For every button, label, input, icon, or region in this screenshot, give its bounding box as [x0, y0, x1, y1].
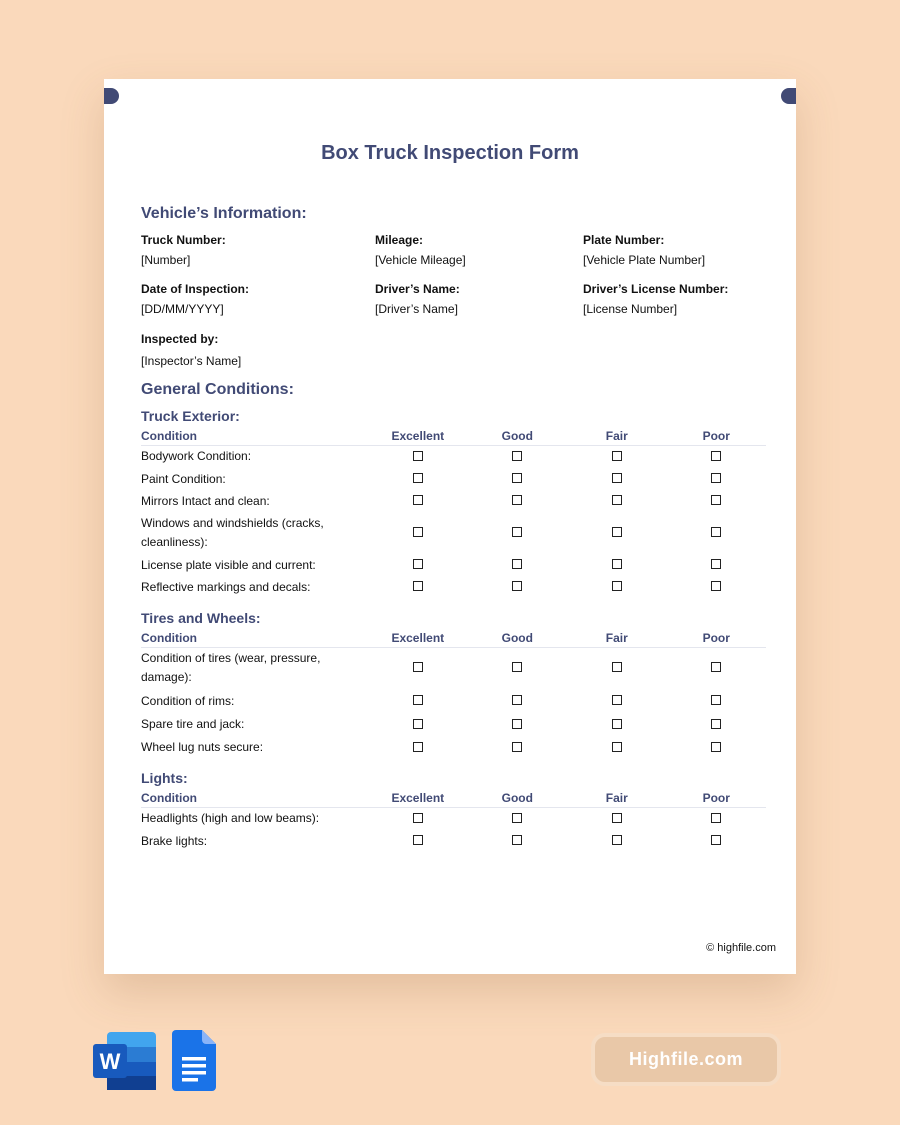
table-row [141, 490, 766, 512]
condition-label: Wheel lug nuts secure: [141, 740, 264, 754]
condition-label: Mirrors Intact and clean: [141, 493, 270, 508]
lights-heading: Lights: [141, 770, 188, 786]
field-value[interactable]: [Driver’s Name] [375, 302, 458, 316]
condition-label: Condition of rims: [141, 693, 235, 708]
excellent-checkbox[interactable] [413, 813, 423, 823]
truck-number-field [141, 233, 226, 267]
word-letter: W [99, 1049, 121, 1074]
poor-checkbox[interactable] [711, 527, 721, 537]
condition-label: Paint Condition: [141, 471, 226, 486]
header-fair: Fair [567, 789, 666, 807]
excellent-checkbox[interactable] [413, 742, 423, 752]
table-row [141, 512, 766, 554]
binder-tab-left [104, 88, 119, 104]
field-value[interactable]: [License Number] [583, 302, 678, 316]
header-good: Good [468, 629, 567, 647]
excellent-checkbox[interactable] [413, 662, 423, 672]
fair-checkbox[interactable] [612, 662, 622, 672]
google-docs-icon [172, 1030, 216, 1091]
condition-label: Windows and windshields (cracks, cleanliness): [141, 516, 324, 549]
fair-checkbox[interactable] [612, 473, 622, 483]
field-label: Driver’s License Number: [583, 282, 729, 296]
condition-label: License plate visible and current: [141, 557, 316, 572]
good-checkbox[interactable] [512, 742, 522, 752]
table-row [141, 830, 766, 852]
inspection-date-field [141, 282, 249, 316]
poor-checkbox[interactable] [711, 495, 721, 505]
good-checkbox[interactable] [512, 719, 522, 729]
good-checkbox[interactable] [512, 695, 522, 705]
header-poor: Poor [666, 789, 766, 807]
header-excellent: Excellent [368, 427, 467, 445]
table-row [141, 445, 766, 468]
fair-checkbox[interactable] [612, 495, 622, 505]
table-row [141, 468, 766, 490]
poor-checkbox[interactable] [711, 662, 721, 672]
good-checkbox[interactable] [512, 581, 522, 591]
fair-checkbox[interactable] [612, 451, 622, 461]
poor-checkbox[interactable] [711, 835, 721, 845]
poor-checkbox[interactable] [711, 742, 721, 752]
truck-exterior-heading: Truck Exterior: [141, 408, 240, 424]
poor-checkbox[interactable] [711, 695, 721, 705]
fair-checkbox[interactable] [612, 835, 622, 845]
fair-checkbox[interactable] [612, 559, 622, 569]
form-content [141, 205, 766, 852]
fair-checkbox[interactable] [612, 719, 622, 729]
field-value[interactable]: [Number] [141, 253, 191, 267]
poor-checkbox[interactable] [711, 813, 721, 823]
condition-label: Reflective markings and decals: [141, 579, 311, 594]
field-label: Inspected by: [141, 332, 219, 346]
table-header-row [141, 789, 766, 807]
header-poor: Poor [666, 629, 766, 647]
truck-exterior-table [141, 427, 766, 598]
plate-number-field [583, 233, 705, 267]
condition-label: Brake lights: [141, 833, 208, 848]
field-value[interactable]: [Inspector’s Name] [141, 354, 242, 368]
header-condition: Condition [141, 427, 368, 445]
condition-label: Condition of tires (wear, pressure, damage): [141, 651, 321, 685]
form-page [104, 79, 796, 974]
copyright-note: © highfile.com [706, 942, 776, 954]
inspected-by-field [141, 332, 241, 368]
poor-checkbox[interactable] [711, 451, 721, 461]
table-row [141, 689, 766, 713]
excellent-checkbox[interactable] [413, 527, 423, 537]
header-good: Good [468, 427, 567, 445]
excellent-checkbox[interactable] [413, 719, 423, 729]
page-title: Box Truck Inspection Form [321, 142, 579, 164]
header-condition: Condition [141, 789, 368, 807]
table-row [141, 576, 766, 598]
good-checkbox[interactable] [512, 451, 522, 461]
header-excellent: Excellent [368, 629, 467, 647]
table-row [141, 713, 766, 736]
poor-checkbox[interactable] [711, 719, 721, 729]
lights-table [141, 789, 766, 852]
poor-checkbox[interactable] [711, 581, 721, 591]
excellent-checkbox[interactable] [413, 495, 423, 505]
header-poor: Poor [666, 427, 766, 445]
fair-checkbox[interactable] [612, 813, 622, 823]
good-checkbox[interactable] [512, 662, 522, 672]
table-row [141, 736, 766, 759]
poor-checkbox[interactable] [711, 559, 721, 569]
excellent-checkbox[interactable] [413, 473, 423, 483]
vehicle-info-grid [141, 229, 766, 381]
good-checkbox[interactable] [512, 835, 522, 845]
field-value[interactable]: [Vehicle Mileage] [375, 253, 466, 267]
excellent-checkbox[interactable] [413, 695, 423, 705]
good-checkbox[interactable] [512, 495, 522, 505]
condition-label: Bodywork Condition: [141, 449, 252, 464]
good-checkbox[interactable] [512, 473, 522, 483]
license-number-field [583, 282, 728, 316]
mileage-field [375, 233, 466, 267]
table-header-row [141, 427, 766, 445]
header-condition: Condition [141, 629, 368, 647]
fair-checkbox[interactable] [612, 695, 622, 705]
condition-label: Spare tire and jack: [141, 717, 245, 731]
tires-wheels-heading: Tires and Wheels: [141, 610, 261, 626]
poor-checkbox[interactable] [711, 473, 721, 483]
fair-checkbox[interactable] [612, 742, 622, 752]
table-row [141, 807, 766, 830]
field-label: Plate Number: [583, 233, 665, 247]
header-fair: Fair [567, 427, 666, 445]
table-row [141, 647, 766, 689]
header-excellent: Excellent [368, 789, 467, 807]
excellent-checkbox[interactable] [413, 581, 423, 591]
vehicle-info-heading: Vehicle’s Information: [141, 205, 307, 222]
good-checkbox[interactable] [512, 559, 522, 569]
driver-name-field [375, 282, 460, 316]
field-label: Truck Number: [141, 233, 226, 247]
fair-checkbox[interactable] [612, 581, 622, 591]
good-checkbox[interactable] [512, 527, 522, 537]
word-icon [93, 1031, 157, 1091]
highfile-badge[interactable]: Highfile.com [591, 1033, 781, 1086]
good-checkbox[interactable] [512, 813, 522, 823]
table-header-row [141, 629, 766, 647]
field-label: Driver’s Name: [375, 282, 460, 296]
excellent-checkbox[interactable] [413, 451, 423, 461]
field-value[interactable]: [Vehicle Plate Number] [583, 253, 706, 267]
field-value[interactable]: [DD/MM/YYYY] [141, 302, 224, 316]
binder-tab-right [781, 88, 796, 104]
header-good: Good [468, 789, 567, 807]
excellent-checkbox[interactable] [413, 835, 423, 845]
header-fair: Fair [567, 629, 666, 647]
table-row [141, 554, 766, 576]
general-conditions-heading: General Conditions: [141, 381, 294, 398]
tires-wheels-table [141, 629, 766, 759]
fair-checkbox[interactable] [612, 527, 622, 537]
field-label: Mileage: [375, 233, 424, 247]
condition-label: Headlights (high and low beams): [141, 811, 320, 826]
excellent-checkbox[interactable] [413, 559, 423, 569]
field-label: Date of Inspection: [141, 282, 250, 296]
